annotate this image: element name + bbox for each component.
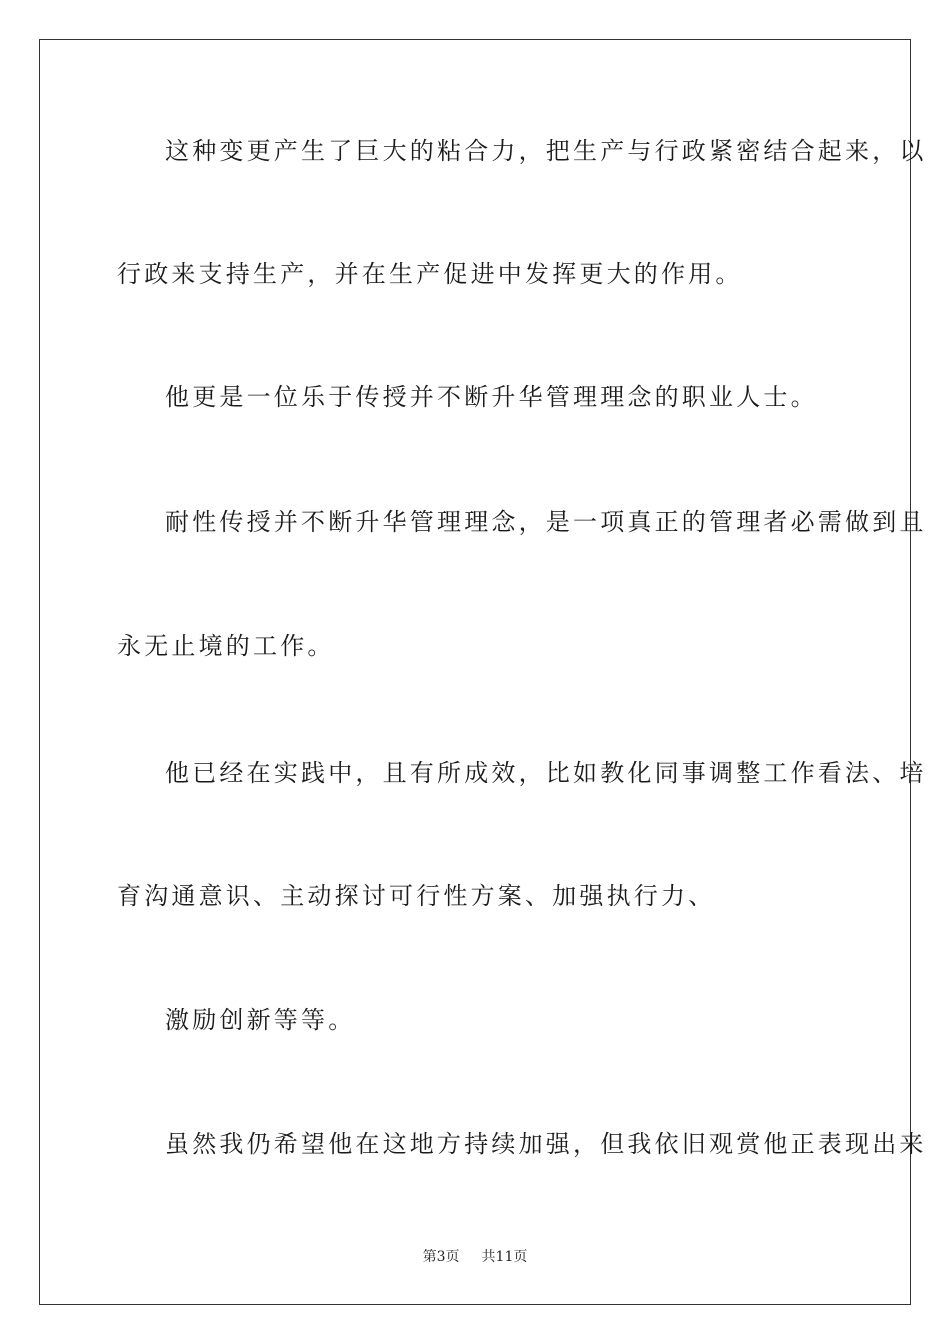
page-footer — [0, 1247, 950, 1267]
paragraph-line: 激励创新等等。 — [165, 1006, 356, 1034]
paragraph-line: 他更是一位乐于传授并不断升华管理理念的职业人士。 — [165, 383, 818, 411]
paragraph-line: 虽然我仍希望他在这地方持续加强，但我依旧观赏他正表现出来 — [165, 1130, 927, 1158]
total-pages: 共11页 — [481, 1249, 528, 1265]
paragraph-line: 永无止境的工作。 — [117, 632, 335, 660]
page-number: 第3页 — [422, 1249, 460, 1265]
paragraph-line: 行政来支持生产，并在生产促进中发挥更大的作用。 — [117, 260, 743, 288]
paragraph-line: 这种变更产生了巨大的粘合力，把生产与行政紧密结合起来，以 — [165, 137, 927, 165]
paragraph-line: 耐性传授并不断升华管理理念，是一项真正的管理者必需做到且 — [165, 508, 927, 536]
paragraph-line: 他已经在实践中，且有所成效，比如教化同事调整工作看法、培 — [165, 759, 927, 787]
page-border — [39, 39, 927, 1305]
paragraph-line: 育沟通意识、主动探讨可行性方案、加强执行力、 — [117, 882, 716, 910]
